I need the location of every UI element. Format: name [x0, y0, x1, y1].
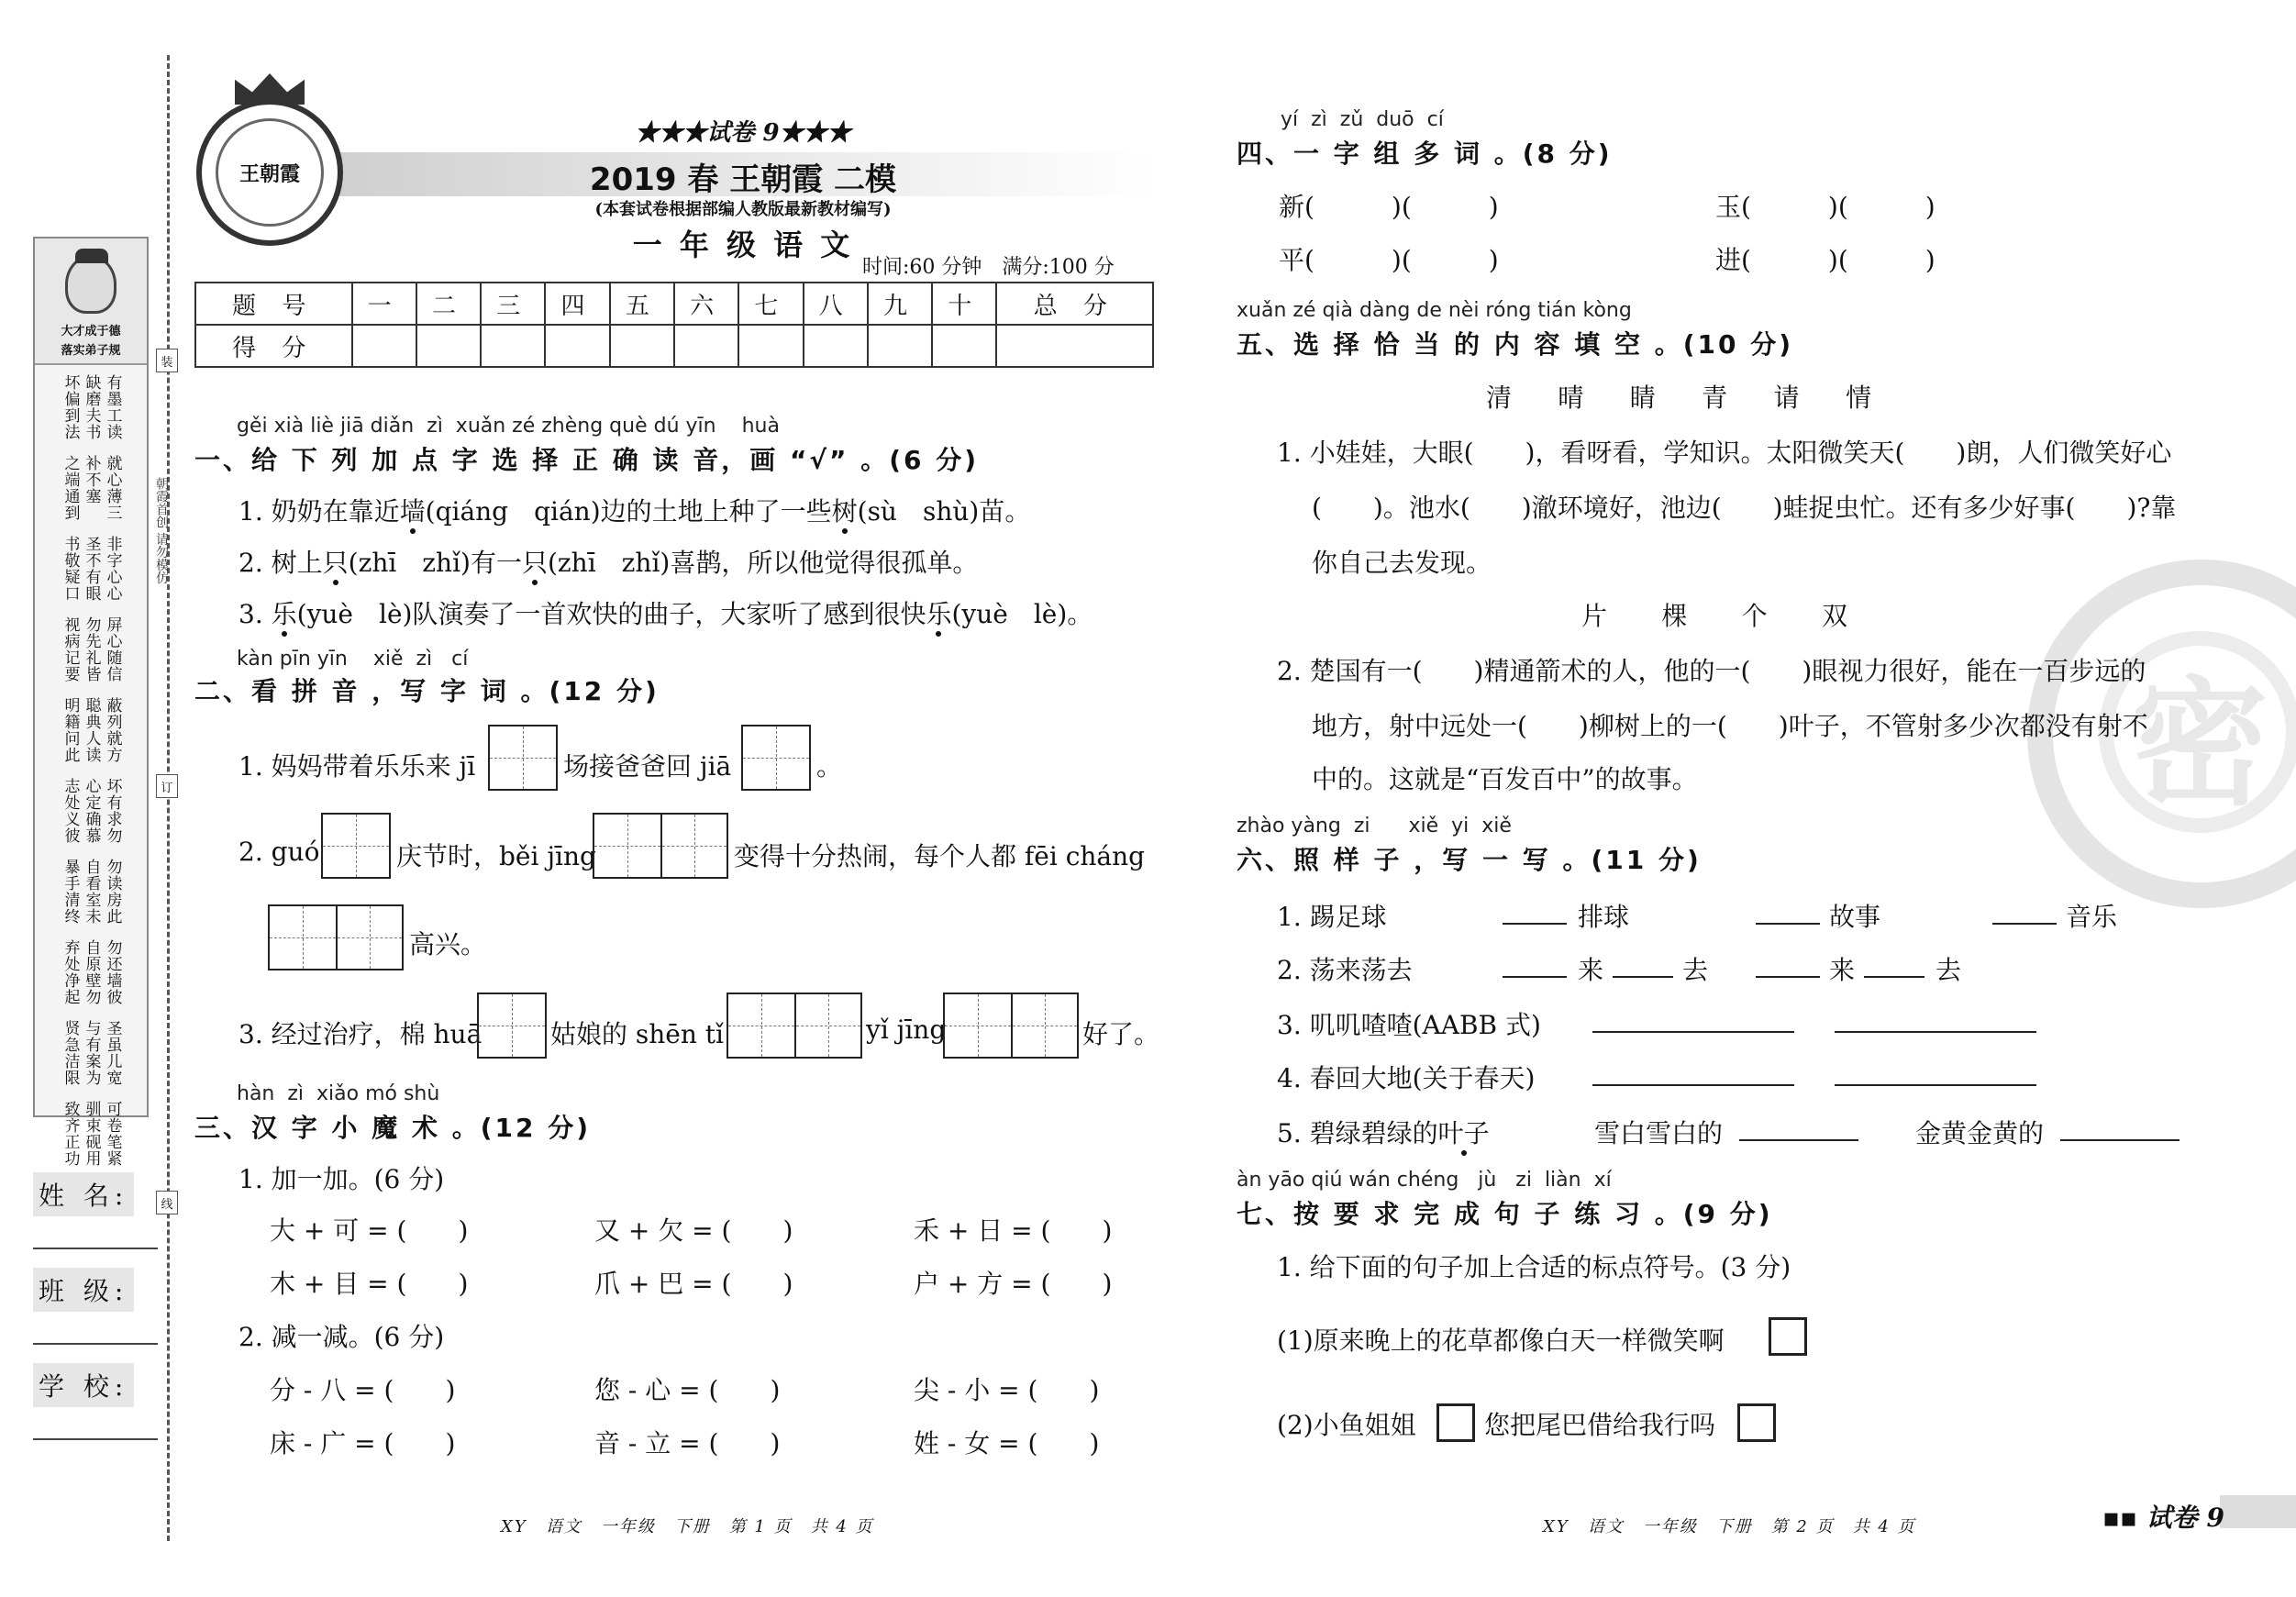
- s6-q2-item2: 去: [1682, 955, 1709, 985]
- s7-sentence-2a: (2)小鱼姐姐: [1277, 1410, 1416, 1440]
- s5-q2-line3: 中的。这就是“百发百中”的故事。: [1312, 764, 1698, 794]
- s4-r2c2: 进( )( ): [1715, 245, 1936, 275]
- s5-q1-line1: 1. 小娃娃，大眼( )，看呀看，学知识。太阳微笑天( )朗，人们微笑好心: [1277, 438, 2172, 468]
- s3-r1c2: 又 + 欠 = ( ): [594, 1215, 793, 1246]
- s1-question-3: 3. 乐(yuè lè)队演奏了一首欢快的曲子，大家听了感到很快乐(yuè lè)。: [238, 599, 1093, 629]
- s7-sentence-2b: 您把尾巴借给我行吗: [1484, 1410, 1716, 1440]
- logo-text: 王朝霞: [238, 161, 300, 186]
- scholar-boy-icon: [65, 255, 116, 314]
- word-bank-item: 棵: [1661, 601, 1688, 631]
- word-bank-item: 清: [1486, 383, 1513, 413]
- binding-cut-line: [167, 55, 170, 1541]
- answer-blank[interactable]: [1592, 1084, 1794, 1086]
- name-label: 姓 名:: [33, 1172, 134, 1216]
- word-bank-item: 青: [1702, 383, 1728, 413]
- class-line[interactable]: [33, 1343, 158, 1345]
- s3-r3c2: 您 - 心 = ( ): [594, 1375, 781, 1405]
- time-score: 时间:60 分钟 满分:100 分: [862, 256, 1115, 279]
- s3-r1c3: 禾 + 日 = ( ): [914, 1215, 1113, 1246]
- score-header-cell: 九: [868, 283, 932, 325]
- motto-column: 就心薄三: [103, 455, 122, 521]
- s1-question-2: 2. 树上只(zhī zhǐ)有一只(zhī zhǐ)喜鹊，所以他觉得很孤单。: [238, 548, 979, 578]
- answer-blank[interactable]: [1739, 1139, 1858, 1141]
- motto-column: 勿先礼皆: [82, 616, 101, 682]
- motto-column: 驯束砚用: [82, 1101, 101, 1167]
- writing-grid[interactable]: [943, 993, 1079, 1059]
- answer-blank[interactable]: [1992, 923, 2057, 925]
- footer-left: XY 语文 一年级 下册 第 1 页 共 4 页: [501, 1517, 874, 1536]
- word-bank-item: 个: [1741, 601, 1768, 631]
- s6-q2-item1: 来: [1578, 955, 1604, 985]
- footer-right: XY 语文 一年级 下册 第 2 页 共 4 页: [1543, 1517, 1916, 1536]
- motto-column: 非字心心: [103, 536, 122, 602]
- writing-grid[interactable]: [488, 725, 558, 791]
- s5-q1-line3: 你自己去发现。: [1312, 548, 1492, 578]
- motto-column: 志处义彼: [61, 778, 80, 844]
- s6-q4: 4. 春回大地(关于春天): [1277, 1063, 1536, 1093]
- writing-grid[interactable]: [741, 725, 811, 791]
- school-label: 学 校:: [33, 1363, 134, 1407]
- sidebar-motto-panel: [33, 237, 149, 1167]
- score-input-cell[interactable]: [868, 325, 932, 367]
- s6-title: 六、照 样 子 ，写 一 写 。(11 分): [1237, 845, 1702, 875]
- s4-r1c1: 新( )( ): [1279, 192, 1499, 222]
- s5-word-bank-2: [1581, 596, 1847, 633]
- s6-q2-item3: 来: [1829, 955, 1856, 985]
- score-table: [194, 282, 1154, 368]
- s3-r3c3: 尖 - 小 = ( ): [914, 1375, 1100, 1405]
- score-input-cell[interactable]: [996, 325, 1153, 367]
- motto-column: 明籍问此: [61, 697, 80, 763]
- answer-blank[interactable]: [1592, 1031, 1794, 1033]
- answer-blank[interactable]: [1864, 976, 1924, 978]
- s5-title: 五、选 择 恰 当 的 内 容 填 空 。(10 分): [1237, 329, 1794, 360]
- s6-q2-item4: 去: [1936, 955, 1962, 985]
- score-header-cell: 四: [545, 283, 609, 325]
- school-field[interactable]: [33, 1363, 158, 1440]
- score-row-label: 得 分: [195, 325, 352, 367]
- punctuation-box[interactable]: [1737, 1403, 1776, 1442]
- s4-title: 四、一 字 组 多 词 。(8 分): [1237, 139, 1613, 169]
- s6-q1: 1. 踢足球: [1277, 902, 1387, 932]
- s3-pinyin: hàn zì xiǎo mó shù: [237, 1082, 440, 1105]
- motto-column: 缺磨夫书: [82, 374, 101, 440]
- s3-r4c1: 床 - 广 = ( ): [270, 1428, 456, 1458]
- motto-group: [61, 939, 121, 1005]
- motto-group: [61, 455, 121, 521]
- score-header-cell: 十: [932, 283, 996, 325]
- answer-blank[interactable]: [1835, 1084, 2036, 1086]
- binding-mark: 订: [156, 774, 178, 798]
- motto-list: [35, 365, 147, 1167]
- score-input-cell[interactable]: [674, 325, 738, 367]
- s5-pinyin: xuǎn zé qià dàng de nèi róng tián kòng: [1237, 299, 1632, 322]
- score-input-cell[interactable]: [932, 325, 996, 367]
- motto-column: 可卷笔紧: [103, 1101, 122, 1167]
- writing-grid[interactable]: [268, 904, 404, 970]
- score-input-cell[interactable]: [481, 325, 545, 367]
- footer-tag-bar: [2220, 1495, 2296, 1528]
- motto-column: 与有案为: [82, 1020, 101, 1086]
- answer-blank[interactable]: [1503, 923, 1567, 925]
- s4-r2c1: 平( )( ): [1279, 245, 1499, 275]
- score-input-cell[interactable]: [610, 325, 674, 367]
- motto-column: 屏心随信: [103, 616, 122, 682]
- score-header-cell: 一: [352, 283, 416, 325]
- s6-q5-item1: 雪白雪白的: [1594, 1118, 1724, 1148]
- binding-mark: 线: [156, 1191, 178, 1214]
- vertical-note: 朝霞首创 请勿模仿: [154, 477, 169, 584]
- s6-q5-item2: 金黄金黄的: [1915, 1118, 2045, 1148]
- answer-blank[interactable]: [1756, 923, 1820, 925]
- s2-q1-text-a: 1. 妈妈带着乐乐来 jī: [238, 751, 476, 782]
- motto-group: [61, 616, 121, 682]
- motto-column: 蔽列就方: [103, 697, 122, 763]
- exam-subtitle: (本套试卷根据部编人教版最新教材编写): [594, 200, 892, 219]
- motto-column: 有墨工读: [103, 374, 122, 440]
- writing-grid[interactable]: [477, 993, 547, 1059]
- answer-blank[interactable]: [1503, 976, 1567, 978]
- answer-blank[interactable]: [1835, 1031, 2036, 1033]
- writing-grid[interactable]: [321, 813, 391, 879]
- word-bank-item: 晴: [1558, 383, 1584, 413]
- motto-column: 致齐正功: [61, 1101, 80, 1167]
- motto-group: [61, 1101, 121, 1167]
- motto-column: 勿还墙彼: [103, 939, 122, 1005]
- motto-column: 贤急洁限: [61, 1020, 80, 1086]
- sidebar-caption-top: 大才成于德: [61, 325, 121, 338]
- motto-column: 坏有求勿: [103, 778, 122, 844]
- s2-q2-text-c: 变得十分热闹，每个人都 fēi cháng: [734, 841, 1146, 871]
- motto-column: 视病记要: [61, 616, 80, 682]
- s3-part2: 2. 减一减。(6 分): [238, 1322, 445, 1352]
- score-header-cell: 二: [416, 283, 481, 325]
- stamp-char: 密: [2099, 631, 2296, 833]
- s2-title: 二、看 拼 音 ，写 字 词 。(12 分): [194, 676, 660, 706]
- s6-q1-item3: 音乐: [2066, 902, 2118, 932]
- s7-part1: 1. 给下面的句子加上合适的标点符号。(3 分): [1277, 1252, 1791, 1282]
- s3-r2c3: 户 + 方 = ( ): [914, 1269, 1113, 1299]
- score-header-cell: 七: [738, 283, 803, 325]
- s5-q2-line1: 2. 楚国有一( )精通箭术的人，他的一( )眼视力很好，能在一百步远的: [1277, 656, 2146, 686]
- sidebar-caption-bottom: 落实弟子规: [61, 344, 121, 358]
- motto-column: 书敬疑口: [61, 536, 80, 602]
- motto-column: 补不塞: [82, 455, 101, 505]
- s3-r2c1: 木 + 目 = ( ): [270, 1269, 469, 1299]
- score-header-cell: 题 号: [195, 283, 352, 325]
- motto-column: 聪典人读: [82, 697, 101, 763]
- s3-r3c1: 分 - 八 = ( ): [270, 1375, 456, 1405]
- motto-group: [61, 859, 121, 925]
- footer-tag: ▪▪ 试卷 9: [2102, 1503, 2224, 1533]
- s6-q1-item1: 排球: [1578, 902, 1630, 932]
- s5-q2-line2: 地方，射中远处一( )柳树上的一( )叶子，不管射多少次都没有射不: [1312, 711, 2148, 741]
- s5-q1-line2: ( )。池水( )澈环境好，池边( )蛙捉虫忙。还有多少好事( )?靠: [1312, 493, 2177, 523]
- motto-column: 自看室未: [82, 859, 101, 925]
- s1-pinyin: gěi xià liè jiā diǎn zì xuǎn zé zhèng què dú yīn huà: [237, 415, 780, 438]
- s7-title: 七、按 要 求 完 成 句 子 练 习 。(9 分): [1237, 1199, 1773, 1229]
- score-header-cell: 五: [610, 283, 674, 325]
- s2-q1-text-c: 。: [816, 751, 843, 782]
- word-bank-item: 睛: [1629, 383, 1656, 413]
- motto-column: 圣虽儿宽: [103, 1020, 122, 1086]
- s2-q3-text-d: 好了。: [1082, 1019, 1160, 1049]
- motto-column: 圣不有眼: [82, 536, 101, 602]
- score-input-cell[interactable]: [545, 325, 609, 367]
- score-input-cell[interactable]: [804, 325, 868, 367]
- class-field[interactable]: [33, 1268, 158, 1345]
- motto-column: 自原壁勿: [82, 939, 101, 1005]
- motto-column: 坏偏到法: [61, 374, 80, 440]
- answer-blank[interactable]: [1613, 976, 1673, 978]
- motto-column: 弃处净起: [61, 939, 80, 1005]
- s1-title: 一、给 下 列 加 点 字 选 择 正 确 读 音，画 “√” 。(6 分): [194, 445, 980, 475]
- class-label: 班 级:: [33, 1268, 134, 1312]
- word-bank-item: 情: [1845, 383, 1871, 413]
- s3-r1c1: 大 + 可 = ( ): [270, 1215, 469, 1246]
- name-field[interactable]: [33, 1172, 158, 1249]
- punctuation-box[interactable]: [1769, 1317, 1807, 1356]
- s7-pinyin: àn yāo qiú wán chéng jù zi liàn xí: [1237, 1169, 1612, 1192]
- word-bank-item: 请: [1773, 383, 1800, 413]
- brand-logo: [196, 99, 343, 246]
- motto-column: 心定确慕: [82, 778, 101, 844]
- answer-blank[interactable]: [1756, 976, 1820, 978]
- s2-pinyin: kàn pīn yīn xiě zì cí: [237, 648, 469, 671]
- school-line[interactable]: [33, 1438, 158, 1440]
- binding-mark: 装: [156, 349, 178, 372]
- score-input-cell[interactable]: [352, 325, 416, 367]
- score-header-cell: 三: [481, 283, 545, 325]
- answer-blank[interactable]: [2060, 1139, 2180, 1141]
- s7-sentence-1: (1)原来晚上的花草都像白天一样微笑啊: [1277, 1325, 1725, 1356]
- writing-grid[interactable]: [727, 993, 862, 1059]
- motto-group: [61, 1020, 121, 1086]
- s1-question-1: 1. 奶奶在靠近墙(qiáng qián)边的土地上种了一些树(sù shù)苗。: [238, 496, 1031, 527]
- s2-q1-text-b: 场接爸爸回 jiā: [563, 751, 732, 782]
- mascot-image: [35, 238, 147, 365]
- s2-q2-text-b: 庆节时，běi jīng: [396, 841, 596, 871]
- score-value-row: [195, 325, 1153, 367]
- s3-r4c3: 姓 - 女 = ( ): [914, 1428, 1100, 1458]
- name-line[interactable]: [33, 1248, 158, 1249]
- motto-group: [61, 778, 121, 844]
- score-input-cell[interactable]: [416, 325, 481, 367]
- exam-title: 2019 春 王朝霞 二模: [589, 161, 897, 198]
- word-bank-item: 片: [1581, 601, 1608, 631]
- motto-group: [61, 697, 121, 763]
- s3-title: 三、汉 字 小 魔 术 。(12 分): [194, 1113, 592, 1143]
- motto-column: 之端通到: [61, 455, 80, 521]
- word-bank-item: 双: [1821, 601, 1847, 631]
- s3-r2c2: 爪 + 巴 = ( ): [594, 1269, 793, 1299]
- s2-q3-text-b: 姑娘的 shēn tǐ: [550, 1019, 725, 1049]
- s4-pinyin: yí zì zǔ duō cí: [1281, 108, 1444, 131]
- s6-q2: 2. 荡来荡去: [1277, 955, 1413, 985]
- s3-r4c2: 音 - 立 = ( ): [594, 1428, 781, 1458]
- s4-r1c2: 玉( )( ): [1715, 192, 1936, 222]
- writing-grid[interactable]: [593, 813, 728, 879]
- s6-q1-item2: 故事: [1829, 902, 1881, 932]
- s5-word-bank-1: [1486, 378, 1871, 415]
- motto-column: 暴手清终: [61, 859, 80, 925]
- score-header-cell: 八: [804, 283, 868, 325]
- s2-q3-text-c: yǐ jīng: [866, 1015, 947, 1045]
- subject-title: 一 年 级 语 文: [632, 227, 854, 262]
- s6-q5: 5. 碧绿碧绿的叶子: [1277, 1118, 1490, 1148]
- score-header-cell: 总 分: [996, 283, 1153, 325]
- series-label: ★★★试卷 9★★★: [635, 119, 851, 147]
- s6-pinyin: zhào yàng zi xiě yi xiě: [1237, 815, 1512, 837]
- motto-column: 勿读房此: [103, 859, 122, 925]
- s2-q2-text-d: 高兴。: [409, 929, 487, 959]
- s3-part1: 1. 加一加。(6 分): [238, 1164, 445, 1194]
- score-input-cell[interactable]: [738, 325, 803, 367]
- s6-q3: 3. 叽叽喳喳(AABB 式): [1277, 1010, 1541, 1040]
- s2-q2-text-a: 2. guó: [238, 837, 320, 867]
- score-header-cell: 六: [674, 283, 738, 325]
- motto-group: [61, 374, 121, 440]
- score-header-row: [195, 283, 1153, 325]
- s2-q3-text-a: 3. 经过治疗，棉 huā: [238, 1019, 482, 1049]
- motto-group: [61, 536, 121, 602]
- punctuation-box[interactable]: [1436, 1403, 1475, 1442]
